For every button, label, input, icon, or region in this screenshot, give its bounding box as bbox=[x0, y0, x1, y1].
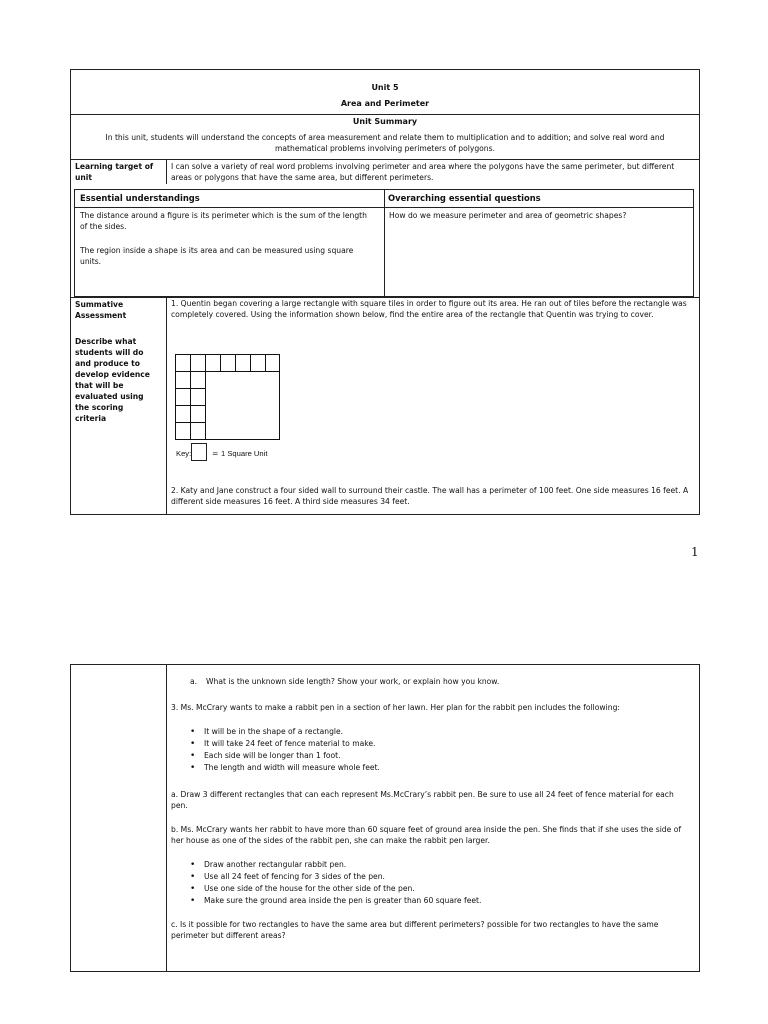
list-item: • Each side will be longer than 1 foot. bbox=[171, 750, 691, 762]
summative-label: Summative Assessment bbox=[75, 300, 127, 320]
essential-questions-heading: Overarching essential questions bbox=[388, 193, 541, 203]
list-item: • Use one side of the house for the other side of the pen. bbox=[171, 883, 691, 895]
list-item: • Draw another rectangular rabbit pen. bbox=[171, 859, 691, 871]
learning-target-text: I can solve a variety of real word problems involving perimeter and area where the polygons have the same perimeter, but different areas or polygons that have the same area, but different perimeters. bbox=[171, 162, 675, 182]
summary-heading: Unit Summary bbox=[352, 117, 418, 126]
list-item: • Make sure the ground area inside the pen is greater than 60 square feet. bbox=[171, 895, 691, 907]
list-item: • Use all 24 feet of fencing for 3 sides of the pen. bbox=[171, 871, 691, 883]
describe-label: Describe what students will do and produce to develop evidence that will be evaluated using the scoring criteria bbox=[75, 337, 150, 423]
eu-text-perimeter: The distance around a figure is its perimeter which is the sum of the length of the sides. bbox=[80, 211, 367, 231]
question-3-text: 3. Ms. McCrary wants to make a rabbit pen in a section of her lawn. Her plan for the rabbit pen includes the following: bbox=[171, 703, 620, 712]
question-3c-text: c. Is it possible for two rectangles to have the same area but different perimeters? possible for two rectangles to have the same perimeter but different areas? bbox=[171, 920, 659, 940]
essential-understandings-heading: Essential understandings bbox=[80, 193, 200, 203]
page-number: 1 bbox=[691, 545, 699, 559]
divider bbox=[166, 297, 167, 515]
eq-text: How do we measure perimeter and area of geometric shapes? bbox=[389, 211, 627, 220]
key-unit-label: 1 Square Unit bbox=[221, 449, 268, 458]
divider bbox=[166, 159, 167, 184]
unit-name: Area and Perimeter bbox=[340, 99, 430, 108]
learning-target-label: Learning target of unit bbox=[75, 162, 154, 182]
rectangle-outline bbox=[176, 355, 280, 440]
divider bbox=[70, 114, 700, 115]
summary-text: In this unit, students will understand the concepts of area measurement and relate them to multiplication and to addition; and solve real word and mathematical problems involving perimeters of polygons. bbox=[105, 133, 665, 153]
tile-left-column bbox=[176, 372, 206, 440]
larger-pen-list bbox=[171, 859, 691, 907]
tile-grid-figure bbox=[175, 354, 287, 440]
rabbit-pen-plan-list bbox=[171, 726, 691, 774]
divider bbox=[166, 664, 167, 972]
list-item: • It will take 24 feet of fence material to make. bbox=[171, 738, 691, 750]
list-item: • The length and width will measure whole feet. bbox=[171, 762, 691, 774]
question-1-text: 1. Quentin began covering a large rectangle with square tiles in order to figure out its area. He ran out of tiles before the rectangle was completely covered. Using the information shown below, find the entire area of the rectangle that Quentin was trying to cover. bbox=[171, 299, 687, 319]
key-square-unit bbox=[191, 443, 207, 461]
divider bbox=[74, 207, 694, 208]
tile-top-row bbox=[176, 355, 280, 372]
divider bbox=[70, 159, 700, 160]
divider bbox=[384, 189, 385, 297]
eu-text-area: The region inside a shape is its area and can be measured using square units. bbox=[80, 246, 354, 266]
question-a-text: What is the unknown side length? Show your work, or explain how you know. bbox=[206, 677, 500, 686]
list-item: • It will be in the shape of a rectangle. bbox=[171, 726, 691, 738]
question-3b-text: b. Ms. McCrary wants her rabbit to have more than 60 square feet of ground area inside the pen. She finds that if she uses the side of her house as one of the sides of the rabbit pen, she can make the rabbit pen larger. bbox=[171, 825, 682, 845]
key-label: Key: bbox=[176, 449, 192, 458]
unit-title: Unit 5 bbox=[371, 83, 399, 92]
key-equals: = bbox=[212, 449, 219, 458]
question-3a-text: a. Draw 3 different rectangles that can each represent Ms.McCrary’s rabbit pen. Be sure to use all 24 feet of fence material for each pen. bbox=[171, 790, 674, 810]
question-a-label: a. bbox=[190, 677, 198, 686]
question-2-text: 2. Katy and Jane construct a four sided wall to surround their castle. The wall has a perimeter of 100 feet. One side measures 16 feet. A different side measures 16 feet. A third side measures 34 feet. bbox=[171, 486, 689, 506]
